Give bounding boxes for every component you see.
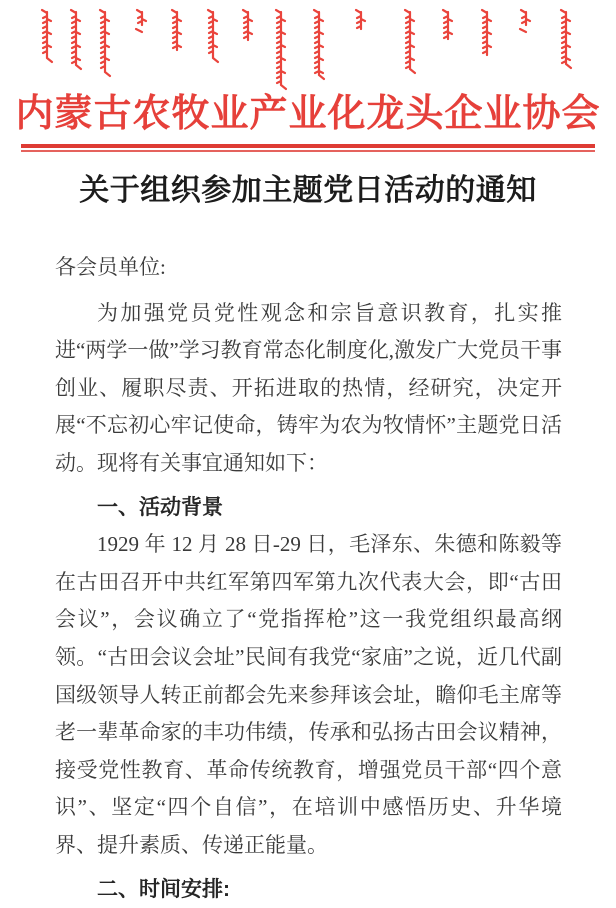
body-paragraph: 为加强党员党性观念和宗旨意识教育，扎实推进“两学一做”学习教育常态化制度化,激发广大党员干事创业、履职尽责、开拓进取的热情，经研究，决定开展“不忘初心牢记使命，铸牢为农为牧情怀”主题党日活动。现将有关事宜通知如下： — [55, 295, 562, 483]
org-name: 内蒙古农牧业产业化龙头企业协会 — [0, 82, 616, 137]
mongolian-word-glyph — [356, 10, 365, 29]
mongolian-word-glyph — [561, 10, 571, 68]
mongolian-word-glyph — [243, 10, 252, 40]
body-paragraph: 1929 年 12 月 28 日-29 日，毛泽东、朱德和陈毅等在古田召开中共红军第四军第九次代表大会，即“古田会议”，会议确立了“党指挥枪”这一我党组织最高纲领。“古田会议会址”民间有我党“家庙”之说，近几代副国级领导人转正前都会先来参拜该会址，瞻仰毛主席等老一辈革命家的丰功伟绩，传承和弘扬古田会议精神，接受党性教育、革命传统教育，增强党员干部“四个意识”、坚定“四个自信”，在培训中感悟历史、升华境界、提升素质、传递正能量。 — [55, 526, 562, 864]
mongolian-word-glyph — [42, 10, 52, 62]
mongolian-word-glyph — [276, 10, 286, 89]
divider-line-thin — [21, 150, 595, 152]
mongolian-word-glyph — [71, 10, 81, 69]
mongolian-word-glyph — [136, 10, 146, 32]
document-title: 关于组织参加主题党日活动的通知 — [0, 165, 616, 209]
mongolian-word-glyph — [172, 10, 181, 50]
mongolian-word-glyph — [314, 10, 324, 79]
red-divider — [21, 144, 595, 152]
mongolian-word-glyph — [208, 10, 218, 62]
mongolian-word-glyph — [100, 10, 110, 76]
mongolian-word-glyph — [443, 10, 452, 39]
section-heading: 二、时间安排: — [55, 871, 562, 908]
mongolian-word-glyph — [405, 10, 415, 73]
salutation: 各会员单位: — [55, 249, 562, 287]
document-body — [55, 249, 562, 908]
divider-line-thick — [21, 144, 595, 148]
section-heading: 一、活动背景 — [55, 489, 562, 527]
mongolian-word-glyph — [482, 10, 491, 55]
mongolian-word-glyph — [520, 10, 530, 32]
